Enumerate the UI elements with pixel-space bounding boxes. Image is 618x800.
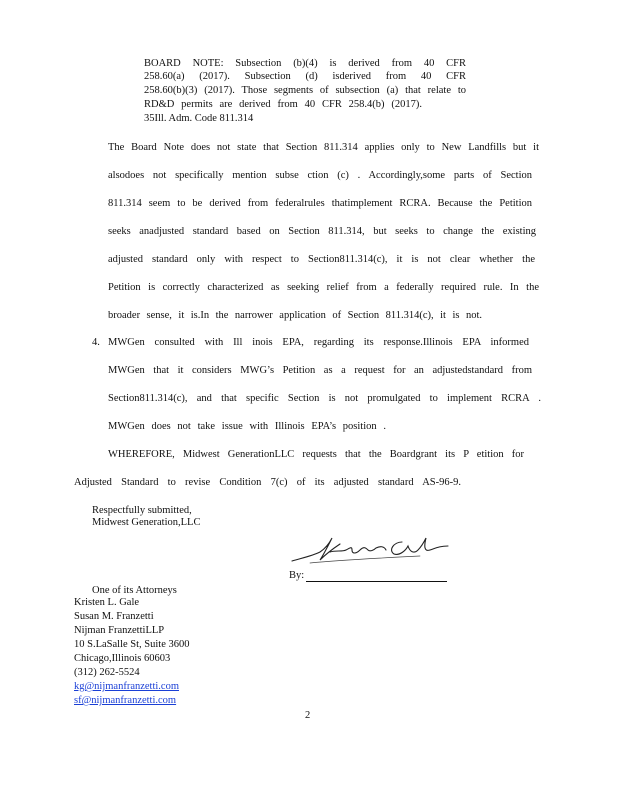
board-note-citation: 35Ill. Adm. Code 811.314 <box>144 113 254 124</box>
paragraph-line: The Board Note does not state that Section 811.314 applies only to New Landfills but it <box>108 142 539 153</box>
paragraph-line: broader sense, it is.In the narrower application of Section 811.314(c), it is not. <box>108 310 482 321</box>
item-line: MWGen consulted with Ill inois EPA, regarding its response.Illinois EPA informed <box>108 337 529 348</box>
attorney-line: (312) 262-5524 <box>74 667 140 678</box>
closing-line: Midwest Generation,LLC <box>92 517 201 528</box>
paragraph-line: alsodoes not specifically mention subse ction (c) . Accordingly,some parts of Section <box>108 170 532 181</box>
paragraph-line: adjusted standard only with respect to Section811.314(c), it is not clear whether the <box>108 254 535 265</box>
email-link-kg[interactable]: kg@nijmanfranzetti.com <box>74 681 180 692</box>
board-note-line: BOARD NOTE: Subsection (b)(4) is derived from 40 CFR <box>144 58 466 69</box>
board-note-line: 258.60(b)(3) (2017). Those segments of subsection (a) that relate to <box>144 85 466 96</box>
signature-line <box>306 581 447 582</box>
paragraph-line: Petition is correctly characterized as seeking relief from a federally required rule. In the <box>108 282 539 293</box>
page-number: 2 <box>305 710 311 721</box>
item-line: MWGen that it considers MWG’s Petition as a request for an adjustedstandard from <box>108 365 532 376</box>
attorney-line: One of its Attorneys <box>92 585 177 596</box>
board-note-line: 258.60(a) (2017). Subsection (d) isderived from 40 CFR <box>144 71 466 82</box>
wherefore-line: WHEREFORE, Midwest GenerationLLC requests that the Boardgrant its P etition for <box>108 449 524 460</box>
email-link-sf[interactable]: sf@nijmanfranzetti.com <box>74 695 177 706</box>
attorney-line: Chicago,Illinois 60603 <box>74 653 171 664</box>
paragraph-line: 811.314 seem to be derived from federalrules thatimplement RCRA. Because the Petition <box>108 198 532 209</box>
handwritten-signature <box>290 530 460 570</box>
attorney-line: 10 S.LaSalle St, Suite 3600 <box>74 639 190 650</box>
wherefore-line: Adjusted Standard to revise Condition 7(c) of its adjusted standard AS-96-9. <box>74 477 461 488</box>
item-line: MWGen does not take issue with Illinois EPA’s position . <box>108 421 386 432</box>
closing-line: Respectfully submitted, <box>92 505 192 516</box>
board-note-line: RD&D permits are derived from 40 CFR 258.4(b) (2017). <box>144 99 422 110</box>
attorney-line: Kristen L. Gale <box>74 597 140 608</box>
attorney-line: Susan M. Franzetti <box>74 611 154 622</box>
item-number: 4. <box>92 337 100 348</box>
paragraph-line: seeks anadjusted standard based on Section 811.314, but seeks to change the existing <box>108 226 536 237</box>
attorney-line: Nijman FranzettiLLP <box>74 625 165 636</box>
item-line: Section811.314(c), and that specific Section is not promulgated to implement RCRA . <box>108 393 541 404</box>
by-label: By: <box>289 570 305 581</box>
